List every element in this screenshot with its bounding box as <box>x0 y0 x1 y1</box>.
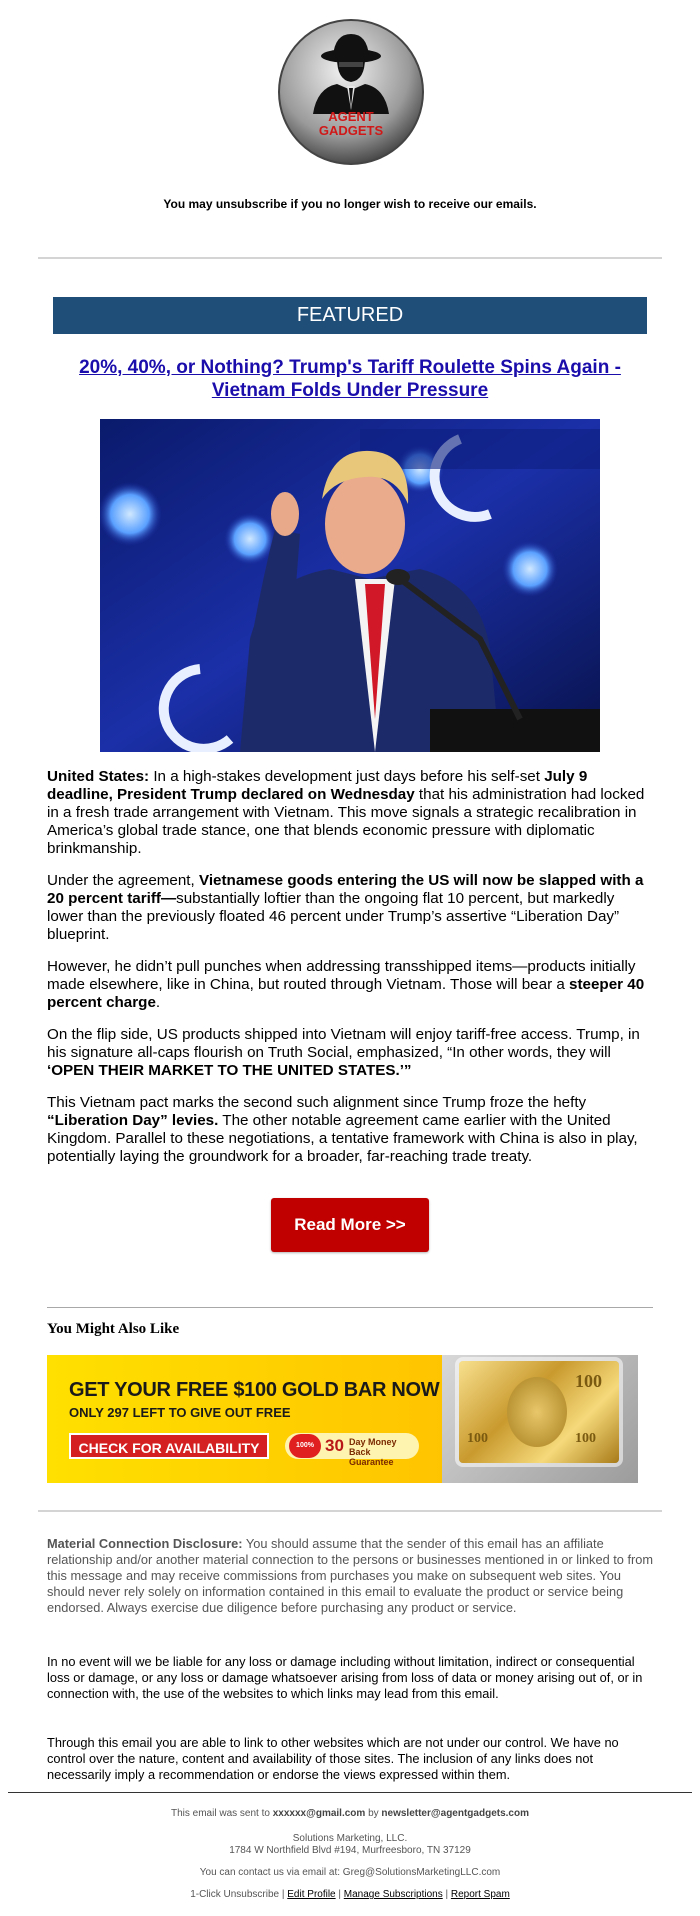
article-text: In a high-stakes development just days before his self-set <box>149 768 545 785</box>
gold-bar-portrait <box>507 1377 567 1447</box>
sender-email: newsletter@agentgadgets.com <box>381 1808 529 1819</box>
gold-bar-value: 100 <box>467 1431 488 1446</box>
one-click-unsubscribe-link[interactable]: 1-Click Unsubscribe <box>190 1889 280 1900</box>
article-text: . <box>155 994 161 1011</box>
article-paragraph <box>47 872 653 944</box>
gold-bar-ad-banner[interactable] <box>47 1355 638 1483</box>
article-text: However, he didn’t pull punches when addressing transshipped items—products initially made elsewhere, like in China, but routed through Vietnam. Those will bear a <box>47 958 636 993</box>
ad-headline: GET YOUR FREE $100 GOLD BAR NOW <box>69 1379 440 1401</box>
liability-paragraph: In no event will we be liable for any loss or damage including without limitation, indirect or consequential loss or damage, or any loss or damage whatsoever arising from loss of data or money arising out of, or in connection with, the use of the websites to which links may lead from this email. <box>47 1654 643 1701</box>
unsubscribe-note: You may unsubscribe if you no longer wish to receive our emails. <box>163 197 537 211</box>
disclosure-text: You should assume that the sender of this email has an affiliate relationship and/or another material connection to the persons or businesses mentioned in or linked to from this message and may receive commissions from purchases you make on subsequent web sites. You should never rely solely on information contained in this email to evaluate the product or service being endorsed. Always exercise due diligence before purchasing any product or service. <box>47 1536 654 1615</box>
divider <box>47 1307 653 1308</box>
article-bold: ‘OPEN THEIR MARKET TO THE UNITED STATES.’” <box>47 1062 412 1079</box>
disclosure-paragraph <box>47 1536 659 1616</box>
agent-gadgets-logo[interactable] <box>277 18 425 166</box>
money-back-guarantee-badge <box>285 1433 419 1467</box>
contact-line: You can contact us via email at: Greg@SolutionsMarketingLLC.com <box>199 1867 501 1878</box>
article-bold: Vietnamese goods entering the US will now be slapped with a 20 percent tariff— <box>47 872 644 907</box>
article-text: substantially loftier than the ongoing flat 10 percent, but markedly lower than the previously floated 46 percent under Trump’s assertive “Liberation Day” blueprint. <box>47 890 620 943</box>
article-text: This Vietnam pact marks the second such alignment since Trump froze the hefty <box>47 1094 587 1111</box>
featured-banner: FEATURED <box>53 297 647 334</box>
article-bold: United States: <box>47 768 150 785</box>
article-body <box>47 768 653 1180</box>
article-text: that his administration had locked in a fresh trade arrangement with Vietnam. This move signals a strategic recalibration in America’s global trade stance, one that blends economic pressure with diplomatic brinkmanship. <box>47 786 645 857</box>
manage-subscriptions-link[interactable]: Manage Subscriptions <box>343 1889 443 1900</box>
company-name: Solutions Marketing, LLC. <box>292 1833 408 1844</box>
guarantee-text: Day Money Back Guarantee <box>349 1437 397 1467</box>
article-photo[interactable] <box>100 419 600 752</box>
material-connection-disclosure <box>47 1536 659 1632</box>
divider <box>38 1510 662 1512</box>
separator: | <box>279 1889 288 1900</box>
article-paragraph <box>47 768 653 858</box>
separator: | <box>335 1889 344 1900</box>
article-paragraph <box>47 958 653 1012</box>
you-might-also-like-heading: You Might Also Like <box>47 1321 180 1337</box>
article-text: On the flip side, US products shipped into Vietnam will enjoy tariff-free access. Trump, in his signature all-caps flourish on Truth Social, emphasized, “In other words, they will <box>47 1026 640 1061</box>
company-address: 1784 W Northfield Blvd #194, Murfreesboro, TN 37129 <box>229 1845 471 1856</box>
disclosure-lead: Material Connection Disclosure: <box>47 1536 243 1551</box>
guarantee-days: 30 <box>325 1436 344 1455</box>
external-links-paragraph: Through this email you are able to link to other websites which are not under our control. We have no control over the nature, content and availability of those sites. The inclusion of any links does not necessarily imply a recommendation or endorse the views expressed within them. <box>47 1735 619 1782</box>
gold-bar-value: 100 <box>575 1431 596 1446</box>
separator: | <box>442 1889 451 1900</box>
logo-text-line1: AGENT <box>328 109 374 124</box>
divider <box>8 1792 692 1793</box>
guarantee-seal-icon: 100% <box>289 1434 321 1458</box>
logo-text-line2: GADGETS <box>318 123 384 138</box>
read-more-button[interactable]: Read More >> <box>271 1198 429 1252</box>
ad-subline: ONLY 297 LEFT TO GIVE OUT FREE <box>69 1405 291 1420</box>
report-spam-link[interactable]: Report Spam <box>450 1889 510 1900</box>
article-text: The other notable agreement came earlier with the United Kingdom. Parallel to these negotiations, a tentative framework with China is also in play, potentially laying the groundwork for a broader, far-reaching trade treaty. <box>47 1112 638 1165</box>
article-text: Under the agreement, <box>47 872 199 889</box>
article-bold: steeper 40 percent charge <box>47 976 645 1011</box>
article-bold: “Liberation Day” levies. <box>47 1112 219 1129</box>
sent-pre: This email was sent to <box>171 1808 273 1819</box>
gold-bar-image <box>459 1361 619 1463</box>
article-paragraph <box>47 1026 653 1080</box>
check-availability-button[interactable]: CHECK FOR AVAILABILITY <box>69 1433 269 1459</box>
sent-mid: by <box>365 1808 382 1819</box>
edit-profile-link[interactable]: Edit Profile <box>287 1889 336 1900</box>
sent-to-line <box>0 1808 700 1819</box>
headline-line2[interactable]: Vietnam Folds Under Pressure <box>211 380 489 401</box>
divider <box>38 257 662 259</box>
headline-line1[interactable]: 20%, 40%, or Nothing? Trump's Tariff Roulette Spins Again - <box>79 357 621 378</box>
recipient-email: xxxxxx@gmail.com <box>272 1808 366 1819</box>
article-bold: July 9 deadline, President Trump declared on Wednesday <box>47 768 588 803</box>
footer-links <box>0 1889 700 1900</box>
article-paragraph <box>47 1094 653 1166</box>
gold-bar-value: 100 <box>575 1371 602 1391</box>
article-headline-link[interactable] <box>50 356 650 402</box>
